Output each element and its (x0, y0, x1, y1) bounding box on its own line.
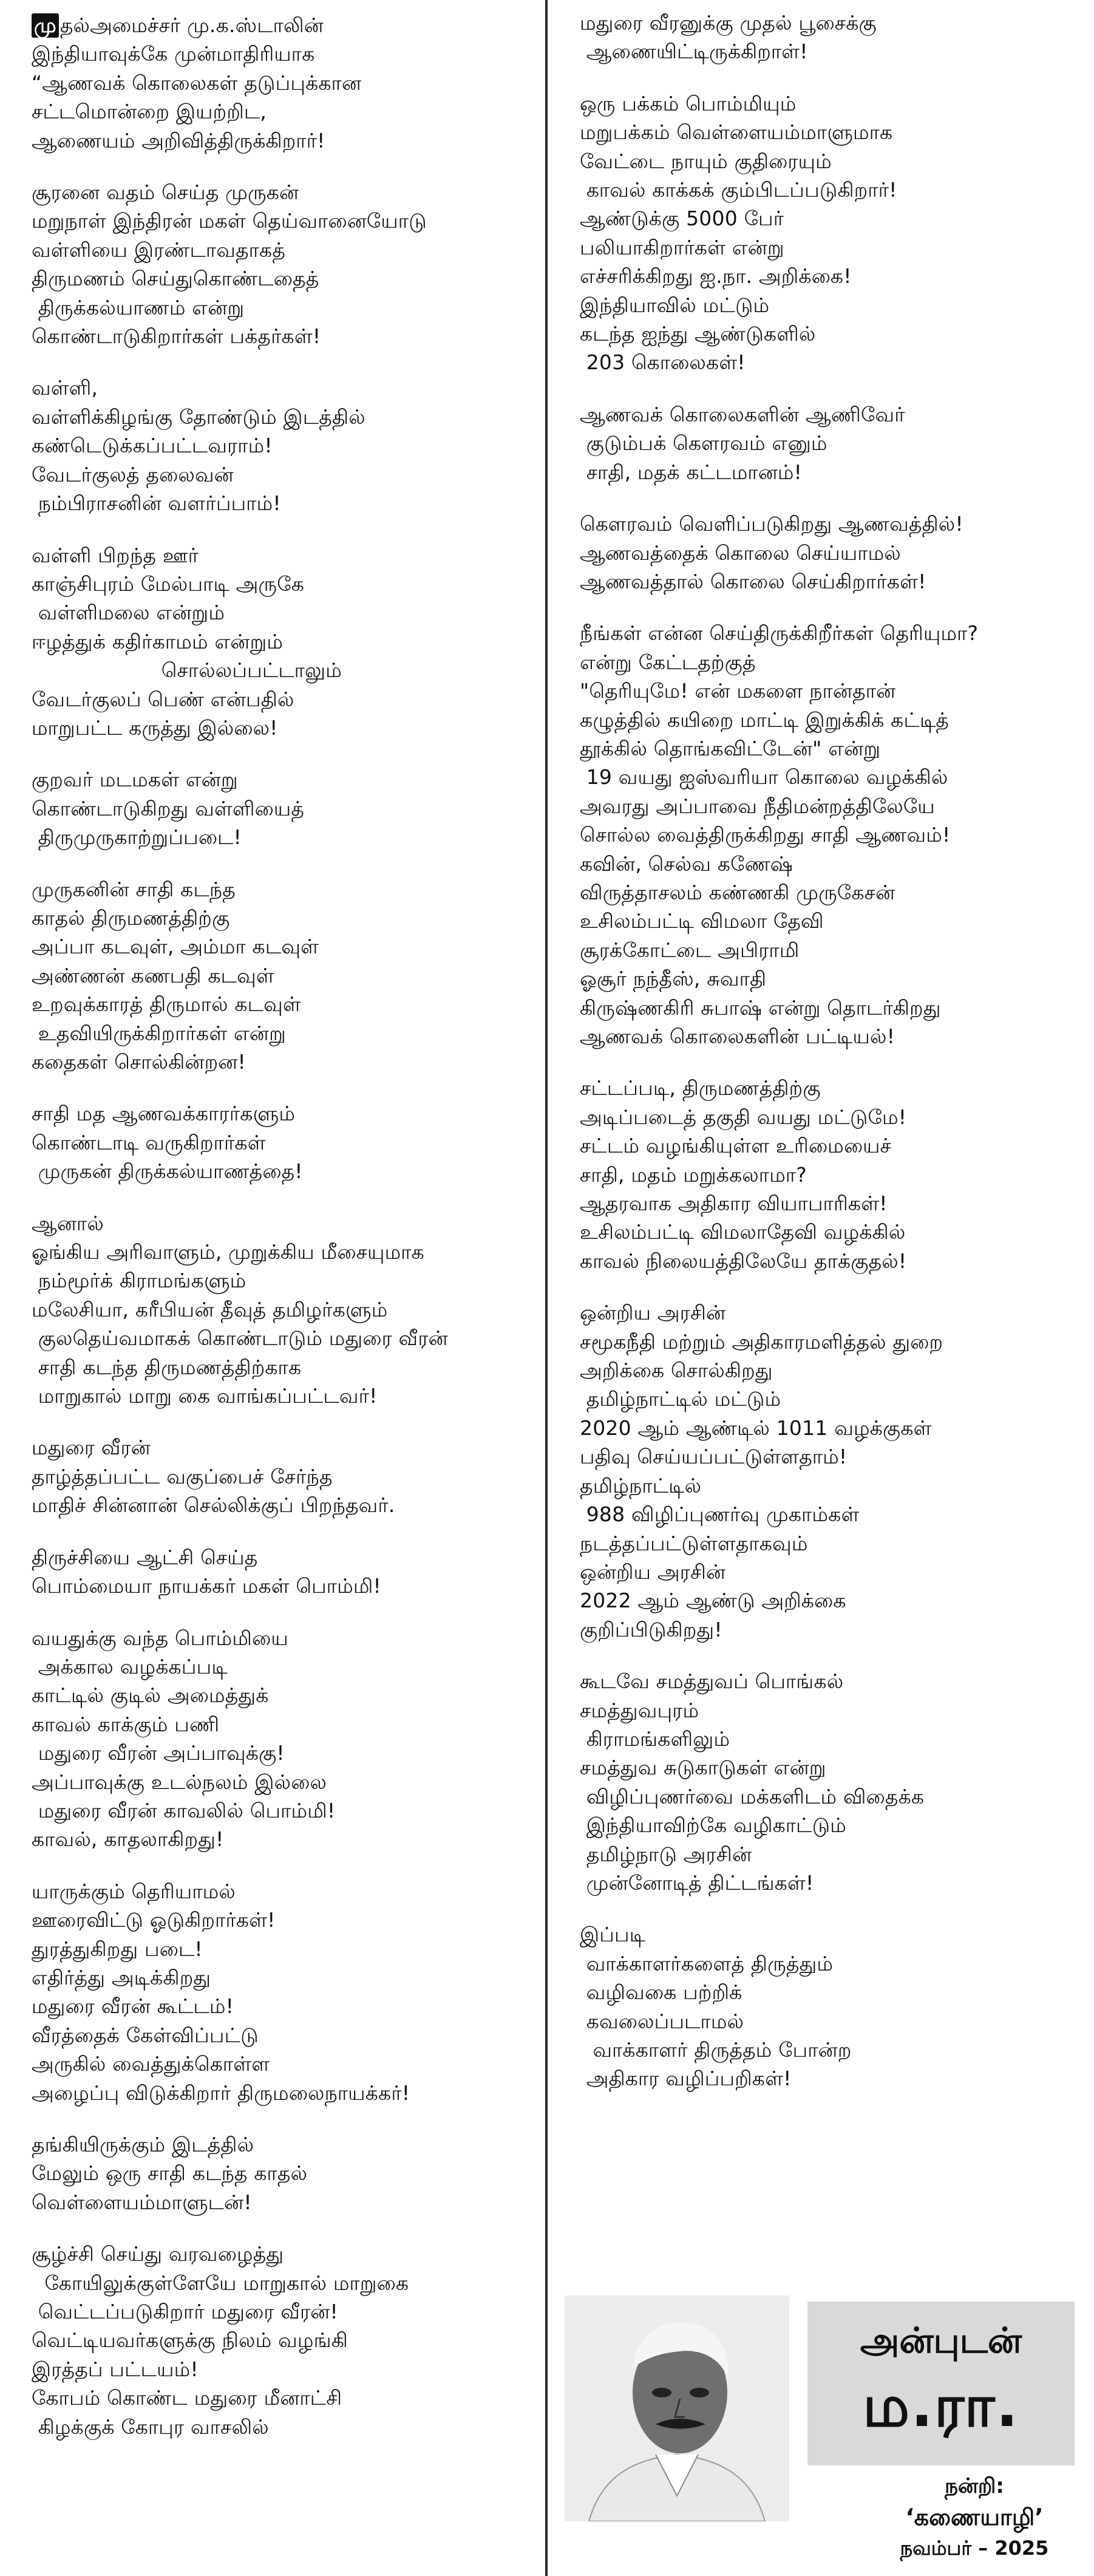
author-name: ம.ரா. (863, 2372, 1019, 2440)
poem-line: வள்ளி, (32, 376, 98, 400)
poem-line: காவல் காக்கும் பணி (32, 1712, 220, 1736)
stanza (580, 1667, 1078, 1897)
poem-line: ஆண்டுக்கு 5000 பேர் (580, 206, 784, 231)
poem-line: அப்பா கடவுள், அம்மா கடவுள் (32, 935, 319, 959)
credits (874, 2472, 1075, 2563)
portrait-image (565, 2295, 789, 2521)
poem-line: வேடர்குலப் பெண் என்பதில் (32, 687, 294, 711)
poem-line: இரத்தப் பட்டயம்! (32, 2357, 199, 2381)
stanza (32, 2130, 529, 2217)
poem-line: குறவர் மடமகள் என்று (32, 768, 238, 792)
poem-line: குறிப்பிடுகிறது! (580, 1617, 722, 1641)
poem-line: கழுத்தில் கயிறை மாட்டி இறுக்கிக் கட்டித் (580, 707, 950, 732)
poem-line: மதுரை வீரன் (32, 1436, 151, 1460)
poem-line: சட்டப்படி, திருமணத்திற்கு (580, 1076, 821, 1100)
poem-line: சூரனை வதம் செய்த முருகன் (32, 180, 299, 205)
poem-line: இந்தியாவில் மட்டும் (580, 293, 770, 317)
poem-line: ஓசூர் நந்தீஸ், சுவாதி (580, 967, 767, 991)
poem-line: சாதி கடந்த திருமணத்திற்காக (32, 1355, 302, 1379)
poem-line: சட்டம் வழங்கியுள்ள உரிமையைச் (580, 1134, 892, 1158)
poem-line: தமிழ்நாட்டில் (580, 1473, 702, 1498)
poem-line: கோயிலுக்குள்ளேயே மாறுகால் மாறுகை (32, 2271, 409, 2295)
poem-line: கண்டெடுக்கப்பட்டவராம்! (32, 434, 273, 458)
stanza (32, 1877, 529, 2107)
stanza (580, 89, 1078, 377)
poem-line: திருமணம் செய்துகொண்டதைத் (32, 267, 319, 291)
poem-line: மதுரை வீரன் அப்பாவுக்கு! (32, 1741, 285, 1765)
issue-date: நவம்பர் – 2025 (900, 2537, 1049, 2560)
poem-line: வள்ளிக்கிழங்கு தோண்டும் இடத்தில் (32, 404, 365, 429)
poem-line: வாக்காளர் திருத்தம் போன்ற (580, 2038, 852, 2062)
poem-line: மறுபக்கம் வெள்ளையம்மாளுமாக (580, 120, 893, 145)
poem-line: திருச்சியை ஆட்சி செய்த (32, 1545, 258, 1569)
stanza (32, 1543, 529, 1601)
poem-line: முருகனின் சாதி கடந்த (32, 877, 236, 901)
poem-line: "தெரியுமே! என் மகளை நான்தான் (580, 679, 896, 703)
poem-line: அழைப்பு விடுக்கிறார் திருமலைநாயக்கர்! (32, 2080, 410, 2105)
stanza (32, 373, 529, 517)
poem-line: நடத்தப்பட்டுள்ளதாகவும் (580, 1531, 808, 1555)
poem-line: திருமுருகாற்றுப்படை! (32, 825, 242, 850)
poem-line: ஆதரவாக அதிகார வியாபாரிகள்! (580, 1191, 888, 1216)
column-divider (545, 0, 548, 2576)
poem-line: கூடவே சமத்துவப் பொங்கல் (580, 1669, 844, 1694)
poem-line: குலதெய்வமாகக் கொண்டாடும் மதுரை வீரன் (32, 1326, 448, 1351)
stanza (32, 1099, 529, 1185)
poem-line: யாருக்கும் தெரியாமல் (32, 1879, 236, 1903)
poem-line: என்று கேட்டதற்குத் (580, 650, 756, 674)
poem-line: அடிப்படைத் தகுதி வயது மட்டுமே! (580, 1105, 907, 1129)
poem-line: தாழ்த்தப்பட்ட வகுப்பைச் சேர்ந்த (32, 1464, 333, 1488)
poem-line: ஒன்றிய அரசின் (580, 1559, 726, 1584)
poem-line: ஊரைவிட்டு ஓடுகிறார்கள்! (32, 1908, 276, 1932)
magazine-name: ‘கணையாழி’ (905, 2504, 1044, 2530)
stanza (580, 1074, 1078, 1275)
stanza (32, 11, 529, 155)
poem-line: வள்ளியை இரண்டாவதாகத் (32, 237, 286, 262)
poem-line: காஞ்சிபுரம் மேல்பாடி அருகே (32, 571, 305, 596)
poem-line: காவல் நிலையத்திலேயே தாக்குதல்! (580, 1249, 907, 1273)
poem-line: காதல் திருமணத்திற்கு (32, 905, 230, 930)
poem-line: மாறுகால் மாறு கை வாங்கப்பட்டவர்! (32, 1384, 378, 1408)
poem-line: வெட்டியவர்களுக்கு நிலம் வழங்கி (32, 2328, 348, 2353)
poem-line: சமத்துவபுரம் (580, 1698, 699, 1722)
poem-line: கோபம் கொண்ட மதுரை மீனாட்சி (32, 2386, 342, 2410)
poem-line: வழிவகை பற்றிக் (580, 1980, 742, 2005)
poem-line: ஆணையிட்டிருக்கிறாள்! (580, 39, 808, 64)
stanza (32, 1433, 529, 1519)
poem-line: கடந்த ஐந்து ஆண்டுகளில் (580, 322, 816, 346)
poem-line: 988 விழிப்புணர்வு முகாம்கள் (580, 1502, 860, 1527)
poem-line: அதிகார வழிப்பறிகள்! (580, 2067, 792, 2091)
poem-line: முருகன் திருக்கல்யாணத்தை! (32, 1159, 303, 1184)
stanza (580, 1298, 1078, 1644)
poem-line: இப்படி (580, 1923, 646, 1947)
poem-line: ஆணவக் கொலைகளின் பட்டியல்! (580, 1024, 895, 1048)
poem-line: வயதுக்கு வந்த பொம்மியை (32, 1626, 288, 1650)
poem-line: கதைகள் சொல்கின்றன! (32, 1050, 246, 1074)
right-column (580, 0, 1078, 2116)
poem-line: அறிக்கை சொல்கிறது (580, 1358, 773, 1383)
poem-line: அண்ணன் கணபதி கடவுள் (32, 963, 274, 987)
poem-line: மாதிச் சின்னான் செல்லிக்குப் பிறந்தவர். (32, 1493, 395, 1518)
poem-line: காட்டில் குடில் அமைத்துக் (32, 1683, 269, 1708)
poem-line: 2022 ஆம் ஆண்டு அறிக்கை (580, 1589, 846, 1613)
poem-line: மதுரை வீரனுக்கு முதல் பூசைக்கு (580, 11, 877, 35)
poem-line: சாதி, மதக் கட்டமானம்! (580, 460, 803, 484)
drop-cap: மு (32, 13, 59, 38)
poem-line: கவின், செல்வ கணேஷ் (580, 851, 793, 876)
poem-line: உதவியிருக்கிறார்கள் என்று (32, 1021, 286, 1045)
poem-line: 2020 ஆம் ஆண்டில் 1011 வழக்குகள் (580, 1416, 932, 1440)
poem-line: கிருஷ்ணகிரி சுபாஷ் என்று தொடர்கிறது (580, 995, 941, 1020)
poem-line: சொல்ல வைத்திருக்கிறது சாதி ஆணவம்! (580, 823, 951, 847)
poem-line: எச்சரிக்கிறது ஐ.நா. அறிக்கை! (580, 264, 852, 288)
poem-line: முன்னோடித் திட்டங்கள்! (580, 1870, 814, 1895)
poem-line: உறவுக்காரத் திருமால் கடவுள் (32, 992, 301, 1017)
poem-line: ஆணையம் அறிவித்திருக்கிறார்! (32, 128, 325, 152)
poem-line: திருக்கல்யாணம் என்று (32, 295, 245, 319)
stanza (32, 765, 529, 851)
poem-line: பலியாகிறார்கள் என்று (580, 235, 784, 259)
poem-line: ஆணவக் கொலைகளின் ஆணிவேர் (580, 402, 905, 426)
poem-line: இந்தியாவிற்கே வழிகாட்டும் (580, 1813, 847, 1838)
poem-line: மு தல்அமைச்சர் மு.க.ஸ்டாலின் (32, 11, 529, 39)
poem-line: அவரது அப்பாவை நீதிமன்றத்திலேயே (580, 794, 935, 818)
poem-line: பொம்மையா நாயக்கர் மகள் பொம்மி! (32, 1574, 381, 1598)
poem-line: தமிழ்நாட்டில் மட்டும் (580, 1387, 781, 1411)
stanza (32, 178, 529, 350)
poem-line: சூரக்கோட்டை அபிராமி (580, 938, 800, 962)
poem-line: சட்டமொன்றை இயற்றிட, (32, 100, 267, 124)
stanza (32, 2240, 529, 2441)
poem-line: கௌரவம் வெளிப்படுகிறது ஆணவத்தில்! (580, 512, 963, 536)
poem-line: ஓங்கிய அரிவாளும், முறுக்கிய மீசையுமாக (32, 1240, 424, 1264)
poem-line: அருகில் வைத்துக்கொள்ள (32, 2052, 270, 2076)
poem-line: மதுரை வீரன் காவலில் பொம்மி! (32, 1798, 336, 1822)
poem-line: மாறுபட்ட கருத்து இல்லை! (32, 715, 278, 740)
poem-line: 203 கொலைகள்! (580, 350, 746, 375)
poem-line: மதுரை வீரன் கூட்டம்! (32, 1994, 234, 2019)
poem-line: துரத்துகிறது படை! (32, 1937, 203, 1961)
left-column (32, 0, 529, 2464)
author-portrait (565, 2295, 789, 2521)
poem-line: காவல், காதலாகிறது! (32, 1827, 224, 1852)
stanza (32, 1624, 529, 1854)
poem-line: கொண்டாடுகிறது வள்ளியைத் (32, 796, 305, 820)
poem-line: இந்தியாவுக்கே முன்மாதிரியாக (32, 42, 315, 66)
poem-line: ஆணவத்தால் கொலை செய்கிறார்கள்! (580, 569, 926, 593)
stanza (580, 509, 1078, 596)
poem-line: சாதி, மதம் மறுக்கலாமா? (580, 1162, 807, 1187)
poem-line: “ஆணவக் கொலைகள் தடுப்புக்கான (32, 70, 362, 95)
poem-line: நம்பிராசனின் வளர்ப்பாம்! (32, 491, 281, 516)
poem-line: உசிலம்பட்டி விமலா தேவி (580, 909, 824, 933)
poem-line: கவலைப்படாமல் (580, 2009, 744, 2033)
poem-line: நம்மூர்க் கிராமங்களும் (32, 1269, 246, 1293)
poem-line: கிராமங்களிலும் (580, 1726, 730, 1751)
stanza (580, 1920, 1078, 2093)
poem-line: காவல் காக்கக் கும்பிடப்படுகிறார்! (580, 178, 897, 202)
poem-line: சமூகநீதி மற்றும் அதிகாரமளித்தல் துறை (580, 1329, 943, 1354)
sign-greeting: அன்புடன் (860, 2320, 1022, 2361)
stanza (32, 875, 529, 1077)
poem-line: ஈழத்துக் கதிர்காமம் என்றும் (32, 629, 284, 653)
stanza (32, 541, 529, 743)
poem-line: சொல்லப்பட்டாலும் (32, 658, 342, 683)
stanza (580, 9, 1078, 66)
stanza (580, 619, 1078, 1051)
poem-line: அக்கால வழக்கப்படி (32, 1654, 228, 1678)
poem-line: விருத்தாசலம் கண்ணகி முருகேசன் (580, 880, 895, 904)
poem-line: 19 வயது ஐஸ்வரியா கொலை வழக்கில் (580, 765, 948, 789)
poem-line: ஒன்றிய அரசின் (580, 1301, 726, 1325)
poem-line: தமிழ்நாடு அரசின் (580, 1842, 752, 1866)
signature-block (559, 2289, 1081, 2569)
poem-line: பதிவு செய்யப்பட்டுள்ளதாம்! (580, 1445, 848, 1469)
poem-line: மறுநாள் இந்திரன் மகள் தெய்வானையோடு (32, 209, 427, 233)
poem-line: அப்பாவுக்கு உடல்நலம் இல்லை (32, 1770, 327, 1794)
poem-line: வேட்டை நாயும் குதிரையும் (580, 149, 832, 173)
poem-line: தூக்கில் தொங்கவிட்டேன்" என்று (580, 736, 881, 760)
thanks-label: நன்றி: (945, 2474, 1004, 2498)
poem-line: மலேசியா, கரீபியன் தீவுத் தமிழர்களும் (32, 1297, 388, 1321)
poem-line: ஒரு பக்கம் பொம்மியும் (580, 91, 797, 115)
poem-line: வெள்ளையம்மாளுடன்! (32, 2190, 252, 2214)
poem-line: வள்ளி பிறந்த ஊர் (32, 543, 199, 567)
poem-line: நீங்கள் என்ன செய்திருக்கிறீர்கள் தெரியுமா? (580, 621, 979, 646)
poem-line: கொண்டாடி வருகிறார்கள் (32, 1130, 266, 1154)
poem-line: ஆணவத்தைக் கொலை செய்யாமல் (580, 540, 902, 565)
poem-line: தங்கியிருக்கும் இடத்தில் (32, 2133, 254, 2156)
poem-line: விழிப்புணர்வை மக்களிடம் விதைக்க (580, 1784, 925, 1808)
poem-line: வேடர்குலத் தலைவன் (32, 462, 234, 486)
poem-line: கொண்டாடுகிறார்கள் பக்தர்கள்! (32, 324, 321, 349)
poem-line: சூழ்ச்சி செய்து வரவழைத்து (32, 2242, 284, 2266)
poem-line: வெட்டப்படுகிறார் மதுரை வீரன்! (32, 2300, 338, 2324)
poem-line: வீரத்தைக் கேள்விப்பட்டு (32, 2023, 259, 2047)
poem-line: எதிர்த்து அடிக்கிறது (32, 1965, 211, 1989)
poem-line: கிழக்குக் கோபுர வாசலில் (32, 2414, 269, 2439)
poem-line: வாக்காளர்களைத் திருத்தும் (580, 1951, 834, 1975)
poem-line: ஆனால் (32, 1211, 104, 1235)
poem-line: வள்ளிமலை என்றும் (32, 601, 225, 625)
stanza (580, 400, 1078, 486)
poem-line: மேலும் ஒரு சாதி கடந்த காதல் (32, 2161, 308, 2186)
sign-off-box (807, 2302, 1075, 2465)
poem-line: உசிலம்பட்டி விமலாதேவி வழக்கில் (580, 1220, 906, 1244)
stanza (32, 1209, 529, 1411)
poem-line: சமத்துவ சுடுகாடுகள் என்று (580, 1756, 826, 1780)
poem-line: குடும்பக் கௌரவம் எனும் (580, 431, 827, 455)
poem-line: சாதி மத ஆணவக்காரர்களும் (32, 1102, 296, 1126)
